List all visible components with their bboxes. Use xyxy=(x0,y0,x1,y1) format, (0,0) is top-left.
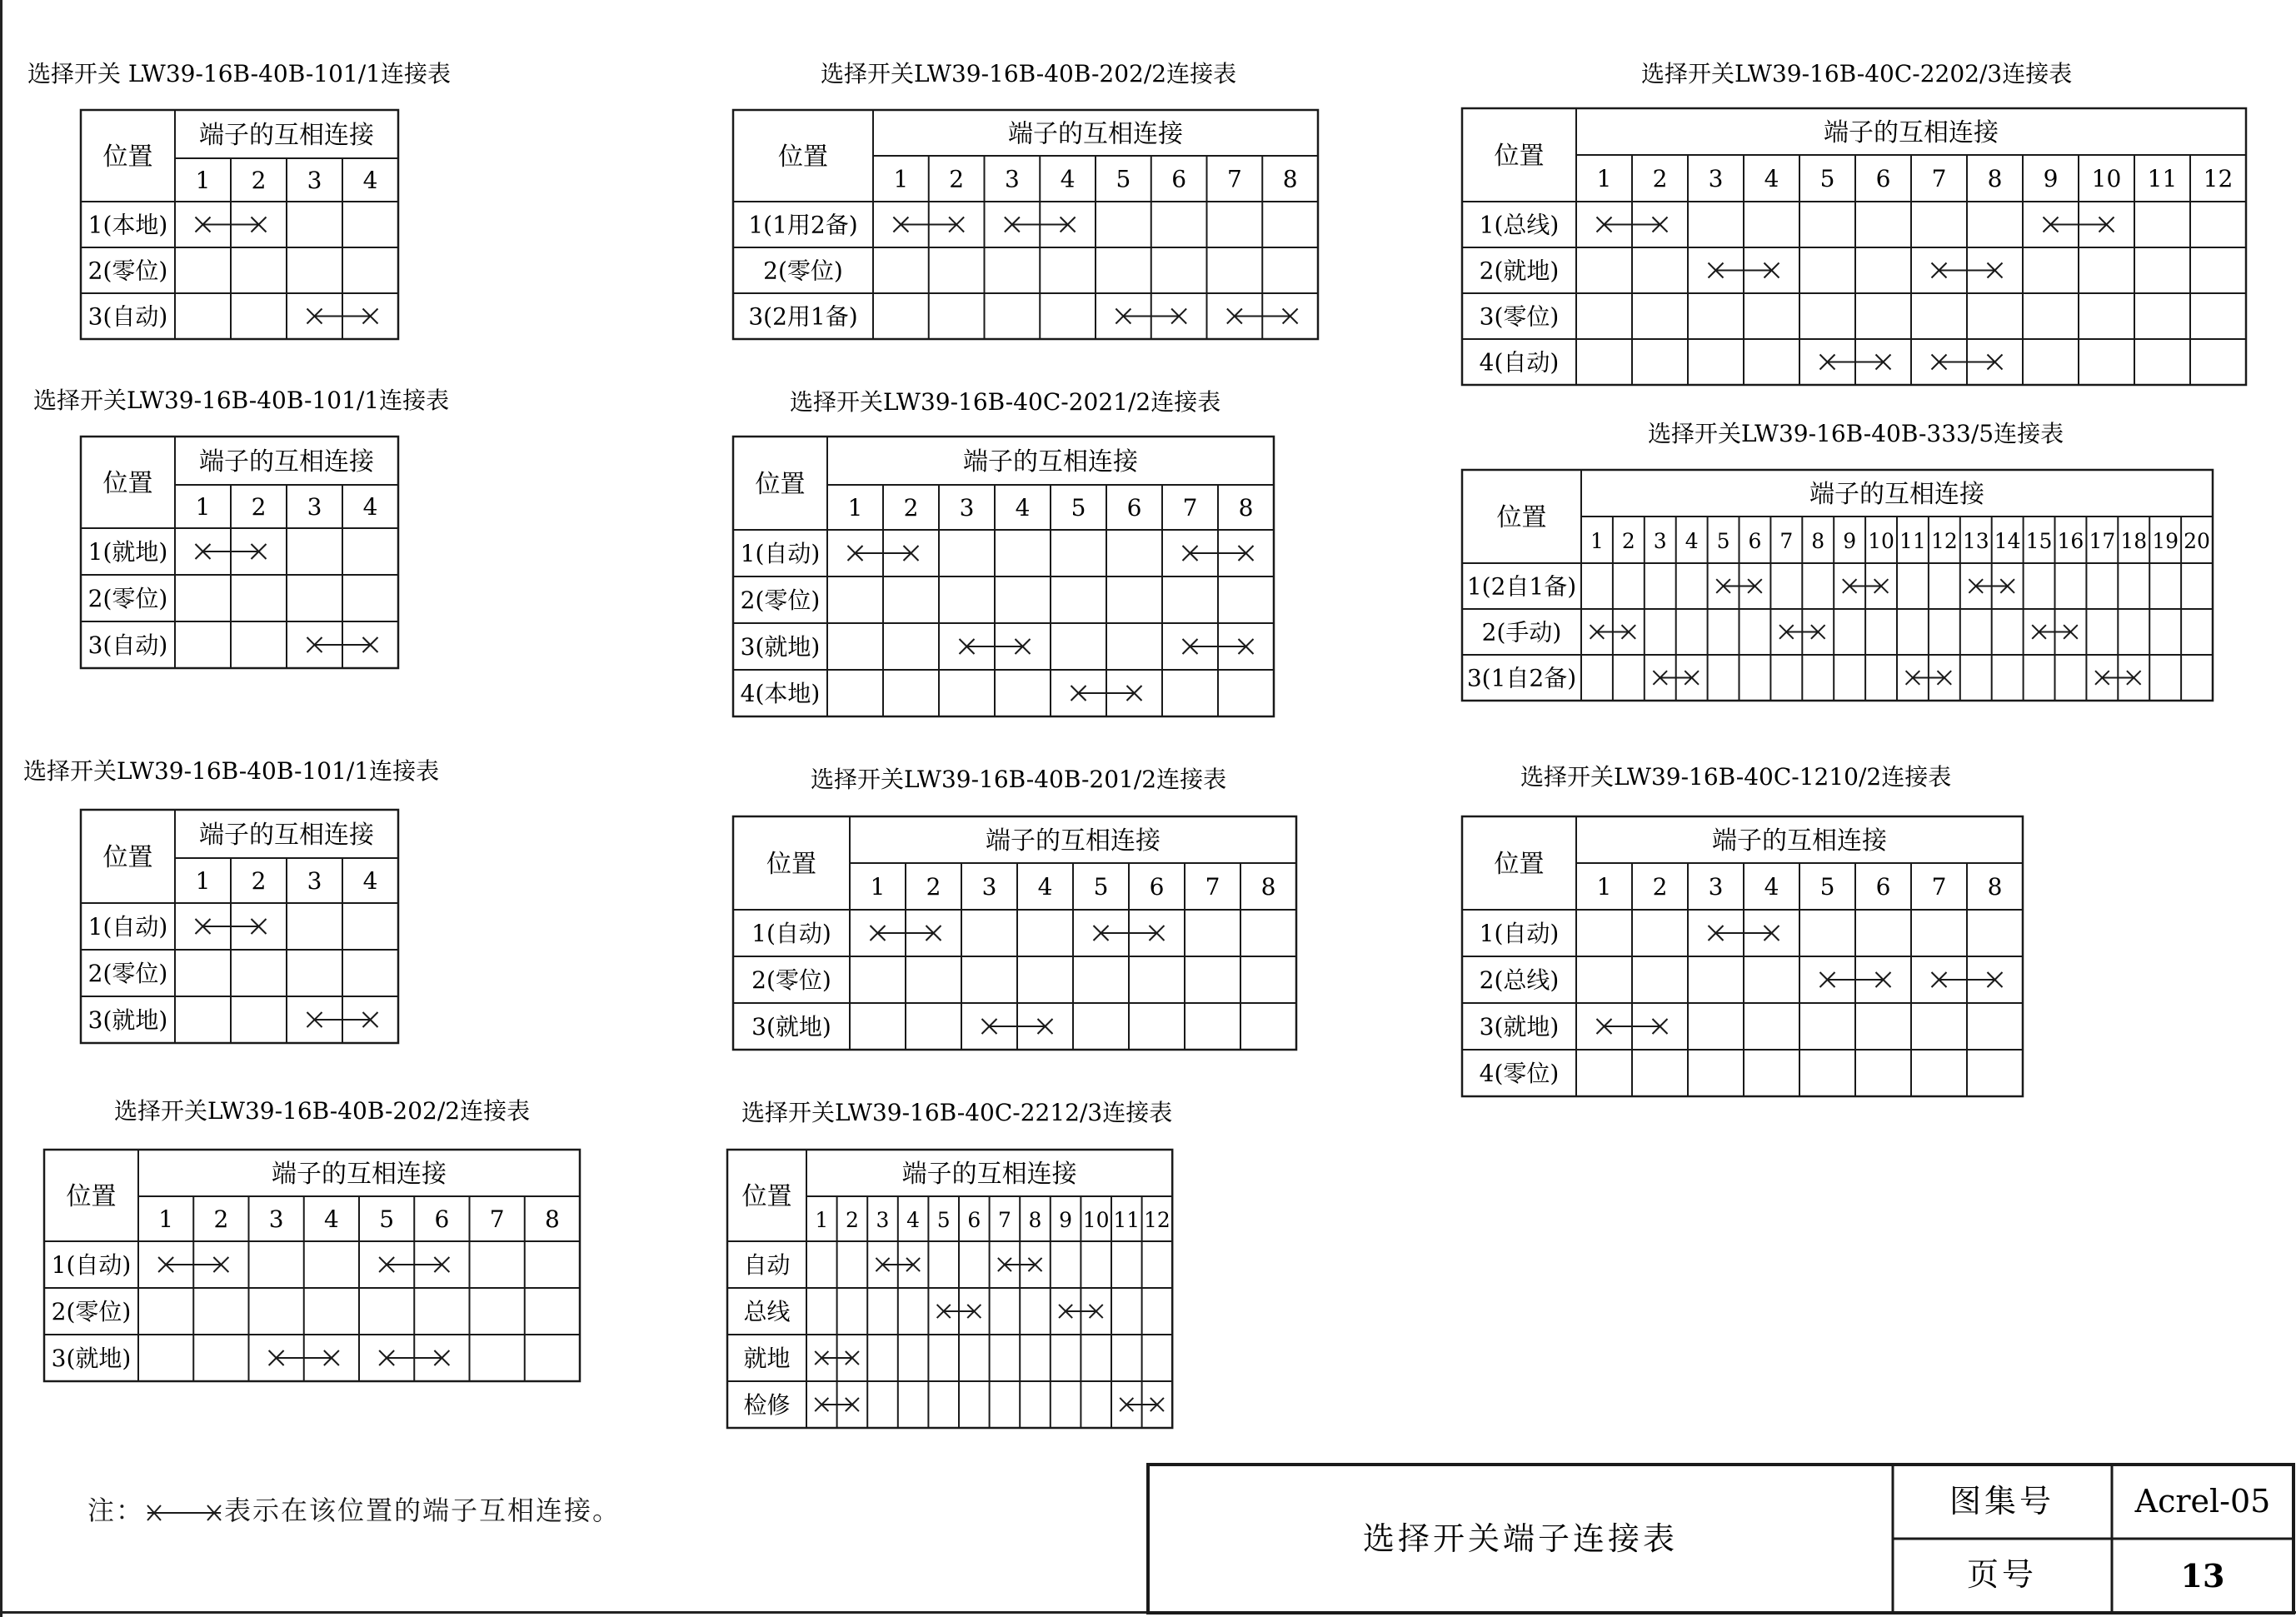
terminal-number: 7 xyxy=(1226,165,1242,193)
position-header: 位置 xyxy=(741,1182,792,1211)
terminal-number: 3 xyxy=(268,1205,284,1233)
terminal-group-header: 端子的互相连接 xyxy=(963,447,1138,477)
table-title: 选择开关LW39-16B-40B-202/2连接表 xyxy=(821,60,1237,87)
terminal-number: 3 xyxy=(1708,165,1724,192)
terminal-number: 2 xyxy=(251,867,267,895)
terminal-number: 11 xyxy=(2147,165,2178,192)
terminal-number: 3 xyxy=(981,873,997,901)
position-label: 3(1自2备) xyxy=(1466,664,1577,692)
terminal-number: 8 xyxy=(1987,165,2003,192)
position-label: 4(自动) xyxy=(1479,348,1560,377)
terminal-number: 12 xyxy=(1143,1208,1170,1232)
terminal-number: 1 xyxy=(893,165,909,193)
table-title: 选择开关LW39-16B-40B-333/5连接表 xyxy=(1648,420,2064,447)
terminal-number: 6 xyxy=(1875,873,1891,901)
position-label: 1(2自1备) xyxy=(1466,572,1577,601)
terminal-number: 12 xyxy=(2203,165,2234,192)
terminal-number: 7 xyxy=(1205,873,1220,901)
terminal-number: 9 xyxy=(1843,529,1857,553)
terminal-number: 3 xyxy=(307,493,322,521)
position-header: 位置 xyxy=(1494,850,1545,879)
terminal-number: 10 xyxy=(1082,1208,1110,1232)
terminal-group-header: 端子的互相连接 xyxy=(1008,119,1183,149)
position-header: 位置 xyxy=(66,1182,117,1211)
terminal-number: 3 xyxy=(959,494,975,522)
terminal-group-header: 端子的互相连接 xyxy=(1824,118,1999,147)
position-label: 1(自动) xyxy=(740,540,821,567)
position-label: 3(就地) xyxy=(51,1345,132,1372)
position-label: 2(零位) xyxy=(87,257,168,285)
note-prefix: 注： xyxy=(87,1495,145,1526)
terminal-number: 1 xyxy=(1596,873,1612,901)
terminal-number: 13 xyxy=(1962,529,1989,553)
terminal-number: 2 xyxy=(1652,165,1668,192)
position-label: 总线 xyxy=(743,1298,791,1325)
position-label: 1(自动) xyxy=(87,913,168,941)
terminal-number: 1 xyxy=(195,167,211,194)
terminal-number: 4 xyxy=(323,1205,339,1233)
table-title: 选择开关LW39-16B-40C-2202/3连接表 xyxy=(1641,60,2073,87)
terminal-number: 4 xyxy=(1764,165,1779,192)
position-label: 检修 xyxy=(743,1391,791,1419)
position-label: 2(零位) xyxy=(751,966,831,994)
position-label: 3(自动) xyxy=(87,302,168,331)
terminal-number: 4 xyxy=(362,493,378,521)
terminal-number: 2 xyxy=(251,493,267,521)
position-label: 1(自动) xyxy=(51,1251,132,1279)
terminal-group-header: 端子的互相连接 xyxy=(199,447,374,477)
position-label: 4(本地) xyxy=(740,680,821,707)
terminal-number: 7 xyxy=(1779,529,1794,553)
position-label: 2(零位) xyxy=(763,257,843,285)
terminal-group-header: 端子的互相连接 xyxy=(901,1160,1077,1189)
terminal-number: 3 xyxy=(1708,873,1724,901)
terminal-number: 3 xyxy=(307,167,322,194)
terminal-number: 1 xyxy=(1596,165,1612,192)
terminal-number: 2 xyxy=(949,165,965,193)
terminal-number: 5 xyxy=(1116,165,1131,193)
position-label: 1(就地) xyxy=(87,538,168,566)
terminal-number: 7 xyxy=(489,1205,505,1233)
terminal-number: 5 xyxy=(1819,165,1835,192)
position-header: 位置 xyxy=(766,850,816,879)
position-label: 1(总线) xyxy=(1479,211,1560,239)
position-label: 2(就地) xyxy=(1479,257,1560,285)
terminal-number: 2 xyxy=(845,1208,859,1232)
terminal-number: 4 xyxy=(362,867,378,895)
terminal-number: 17 xyxy=(2089,529,2116,553)
terminal-number: 5 xyxy=(1071,494,1086,522)
position-label: 3(自动) xyxy=(87,631,168,659)
terminal-number: 2 xyxy=(903,494,919,522)
terminal-number: 4 xyxy=(1015,494,1031,522)
terminal-number: 7 xyxy=(1931,873,1947,901)
terminal-number: 1 xyxy=(195,493,211,521)
drawing-title: 选择开关端子连接表 xyxy=(1362,1520,1679,1557)
terminal-number: 10 xyxy=(2091,165,2122,192)
terminal-number: 2 xyxy=(926,873,941,901)
terminal-number: 4 xyxy=(362,167,378,194)
position-label: 3(2用1备) xyxy=(748,302,858,331)
terminal-number: 7 xyxy=(1182,494,1198,522)
terminal-number: 7 xyxy=(1931,165,1947,192)
terminal-number: 20 xyxy=(2184,529,2210,553)
position-label: 1(自动) xyxy=(1479,920,1560,947)
terminal-number: 6 xyxy=(1126,494,1142,522)
position-label: 1(自动) xyxy=(751,920,831,947)
table-title: 选择开关LW39-16B-40C-1210/2连接表 xyxy=(1520,763,1952,791)
terminal-number: 5 xyxy=(379,1205,395,1233)
terminal-group-header: 端子的互相连接 xyxy=(986,826,1160,856)
terminal-number: 6 xyxy=(967,1208,981,1232)
table-title: 选择开关LW39-16B-40B-101/1连接表 xyxy=(33,387,450,414)
terminal-group-header: 端子的互相连接 xyxy=(1809,480,1984,509)
terminal-number: 1 xyxy=(870,873,886,901)
terminal-number: 2 xyxy=(213,1205,229,1233)
table-title: 选择开关LW39-16B-40B-202/2连接表 xyxy=(114,1097,531,1125)
position-label: 3(就地) xyxy=(87,1006,168,1034)
position-header: 位置 xyxy=(102,843,153,872)
position-label: 3(零位) xyxy=(1479,302,1560,331)
position-label: 就地 xyxy=(743,1345,791,1372)
terminal-number: 4 xyxy=(906,1208,921,1232)
terminal-number: 3 xyxy=(1004,165,1020,193)
terminal-group-header: 端子的互相连接 xyxy=(199,121,374,150)
position-label: 4(零位) xyxy=(1479,1060,1560,1087)
terminal-number: 8 xyxy=(1260,873,1276,901)
terminal-number: 2 xyxy=(1621,529,1635,553)
terminal-number: 14 xyxy=(1994,529,2021,553)
terminal-number: 5 xyxy=(1819,873,1835,901)
terminal-number: 7 xyxy=(997,1208,1011,1232)
terminal-number: 1 xyxy=(815,1208,829,1232)
terminal-number: 19 xyxy=(2152,529,2179,553)
terminal-number: 11 xyxy=(1113,1208,1141,1232)
position-label: 2(零位) xyxy=(51,1298,132,1325)
terminal-group-header: 端子的互相连接 xyxy=(199,821,374,850)
terminal-number: 4 xyxy=(1037,873,1053,901)
position-header: 位置 xyxy=(102,142,153,172)
terminal-number: 1 xyxy=(1590,529,1604,553)
terminal-number: 4 xyxy=(1764,873,1779,901)
table-title: 选择开关LW39-16B-40C-2212/3连接表 xyxy=(741,1099,1173,1126)
terminal-number: 5 xyxy=(1716,529,1730,553)
terminal-number: 4 xyxy=(1060,165,1076,193)
terminal-number: 1 xyxy=(847,494,863,522)
terminal-number: 3 xyxy=(307,867,322,895)
terminal-number: 1 xyxy=(195,867,211,895)
terminal-number: 9 xyxy=(1059,1208,1073,1232)
terminal-number: 6 xyxy=(1149,873,1165,901)
terminal-number: 10 xyxy=(1868,529,1894,553)
position-label: 3(就地) xyxy=(1479,1013,1560,1041)
table-title: 选择开关LW39-16B-40B-201/2连接表 xyxy=(811,766,1227,793)
terminal-number: 4 xyxy=(1685,529,1699,553)
terminal-number: 11 xyxy=(1899,529,1926,553)
terminal-group-header: 端子的互相连接 xyxy=(1712,826,1887,856)
terminal-number: 6 xyxy=(1875,165,1891,192)
terminal-number: 15 xyxy=(2025,529,2053,553)
position-label: 2(零位) xyxy=(740,586,821,614)
page-number-label: 页号 xyxy=(1966,1556,2038,1593)
position-label: 1(本地) xyxy=(87,211,168,239)
table-title: 选择开关 LW39-16B-40B-101/1连接表 xyxy=(27,60,451,87)
terminal-number: 6 xyxy=(1171,165,1187,193)
position-header: 位置 xyxy=(778,142,828,172)
position-label: 2(零位) xyxy=(87,960,168,987)
terminal-number: 18 xyxy=(2120,529,2148,553)
terminal-number: 3 xyxy=(876,1208,890,1232)
terminal-number: 16 xyxy=(2057,529,2084,553)
terminal-number: 9 xyxy=(2043,165,2059,192)
terminal-number: 1 xyxy=(158,1205,174,1233)
position-label: 自动 xyxy=(743,1251,791,1279)
position-label: 2(零位) xyxy=(87,585,168,612)
terminal-group-header: 端子的互相连接 xyxy=(272,1160,447,1189)
table-title: 选择开关LW39-16B-40B-101/1连接表 xyxy=(23,757,440,785)
terminal-number: 8 xyxy=(1282,165,1298,193)
page-number-value: 13 xyxy=(2180,1557,2225,1595)
terminal-number: 6 xyxy=(1748,529,1762,553)
position-label: 2(手动) xyxy=(1481,618,1562,646)
position-header: 位置 xyxy=(102,469,153,498)
terminal-number: 2 xyxy=(251,167,267,194)
atlas-number-value: Acrel-05 xyxy=(2134,1483,2271,1520)
position-label: 3(就地) xyxy=(740,633,821,661)
position-label: 1(1用2备) xyxy=(748,211,858,239)
table-title: 选择开关LW39-16B-40C-2021/2连接表 xyxy=(790,388,1221,416)
terminal-number: 5 xyxy=(936,1208,951,1232)
terminal-number: 8 xyxy=(544,1205,560,1233)
terminal-number: 6 xyxy=(434,1205,450,1233)
terminal-number: 5 xyxy=(1093,873,1109,901)
terminal-number: 8 xyxy=(1238,494,1254,522)
terminal-number: 3 xyxy=(1653,529,1667,553)
atlas-number-label: 图集号 xyxy=(1949,1483,2055,1520)
note-text: 表示在该位置的端子互相连接。 xyxy=(224,1495,621,1526)
position-header: 位置 xyxy=(1494,142,1545,171)
terminal-number: 8 xyxy=(1987,873,2003,901)
position-header: 位置 xyxy=(1496,503,1547,532)
terminal-number: 12 xyxy=(1930,529,1958,553)
terminal-number: 8 xyxy=(1811,529,1825,553)
position-label: 3(就地) xyxy=(751,1013,831,1041)
position-header: 位置 xyxy=(755,470,806,499)
terminal-number: 2 xyxy=(1652,873,1668,901)
terminal-number: 8 xyxy=(1028,1208,1042,1232)
position-label: 2(总线) xyxy=(1479,966,1560,994)
